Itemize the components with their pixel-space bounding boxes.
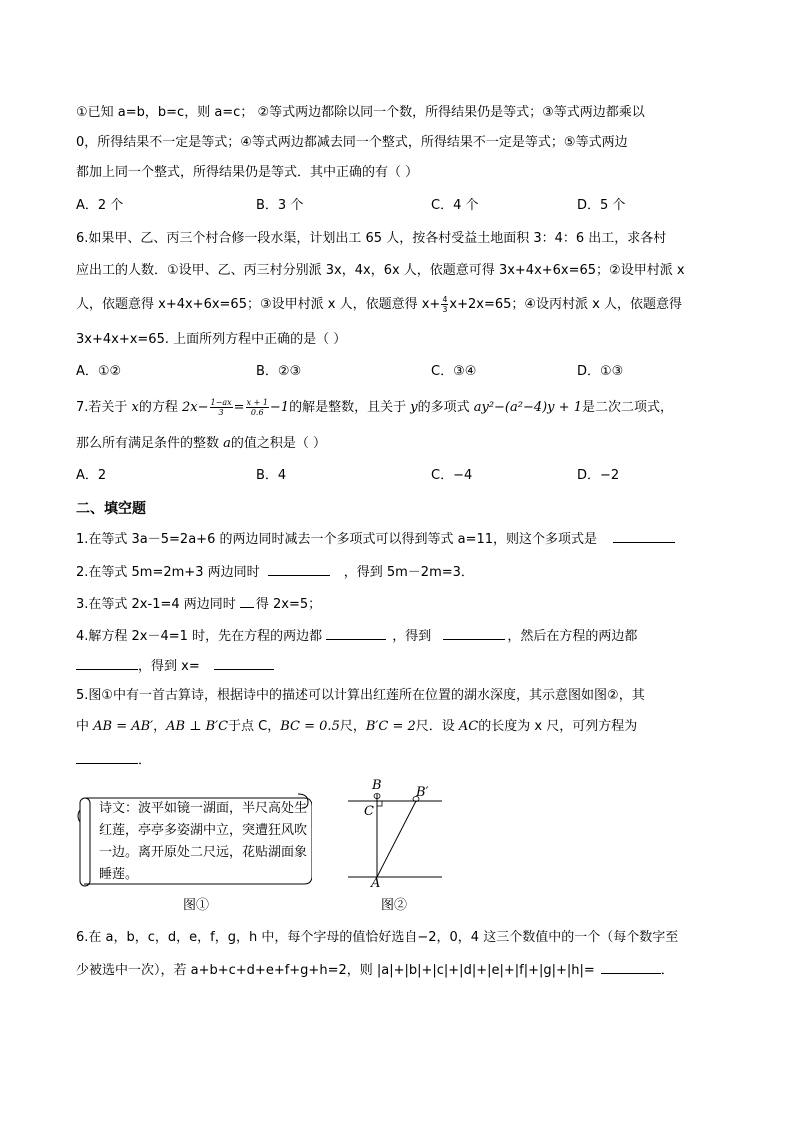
q6-line-3-text-a: 人，依题意得 x+4x+6x=65；③设甲村派 x 人，依题意得 x+ [76,297,441,312]
label-point-b: B [372,778,382,793]
q7-polynomial: ay²−(a²−4)y + 1 [473,400,582,415]
q7-fraction-1-numerator: 1−ax [210,398,232,407]
fill-item-5-line-1: 5.图①中有一首古算诗，根据诗中的描述可以计算出红莲所在位置的湖水深度，其示意图如图②，其 [76,688,645,703]
q7-eq-left: 2x− [182,400,209,415]
q5-option-c: C．4 个 [431,198,479,213]
fill-item-4-blank-4[interactable] [214,655,274,670]
label-point-c: C [364,804,374,819]
fill-item-5-math-1: AB = AB′ [93,719,154,734]
fill-item-3-blank[interactable] [240,593,254,608]
q7-eq-mid: = [233,400,245,415]
q5-statement-line-2: 0，所得结果不一定是等式；④等式两边都减去同一个整式，所得结果不一定是等式；⑤等式两边 [76,135,628,150]
fill-item-1-text: 1.在等式 3a－5=2a+6 的两边同时减去一个多项式可以得到等式 a=11，则这个多项式是 [76,532,598,547]
q6-fraction [441,295,448,314]
q6-line-1: 6.如果甲、乙、丙三个村合修一段水渠，计划出工 65 人，按各村受益土地面积 3：4：6 出工，求各村 [76,231,667,246]
q7-line-1 [76,398,673,418]
figure-2-caption: 图② [381,898,408,913]
q6-fraction-denominator: 3 [442,305,448,314]
fill-item-5-text-4: 尺， [339,719,366,734]
fill-item-3-text-a: 3.在等式 2x-1=4 两边同时 [76,597,236,612]
fill-item-2 [76,561,474,583]
q7-fraction-2-numerator: x + 1 [246,398,268,407]
q7-var-a: a [223,436,231,451]
q5-statement-line-1: ①已知 a=b，b=c，则 a=c； ②等式两边都除以同一个数，所得结果仍是等式；③等式两边都乘以 [76,105,645,120]
fill-item-5-math-5: AC [458,719,479,734]
q7-text-mid3: 的多项式 [417,400,474,415]
q6-line-3 [76,295,682,315]
fill-item-6-blank[interactable] [601,959,661,974]
fill-item-6-text-end: ． [660,963,674,978]
fill-item-5-math-3: BC = 0.5 [280,719,340,734]
fill-item-5-text-6: 的长度为 x 尺，可列方程为 [478,719,638,734]
q7-fraction-2-denominator: 0.6 [250,408,264,417]
q6-line-3-text-b: x+2x=65；④设丙村派 x 人，依题意得 [449,297,683,312]
q6-line-2: 应出工的人数．①设甲、乙、丙三村分别派 3x，4x，6x 人，依题意可得 3x+4x+6x=65；②设甲村派 x [76,263,685,278]
fill-item-6-line-1: 6.在 a，b，c，d，e，f，g，h 中，每个字母的值恰好选自−2，0，4 这三个数值中的一个（每个数字至 [76,930,679,945]
fill-item-4-blank-2[interactable] [443,625,505,640]
fill-item-5-math-2: AB ⊥ B′C [166,719,229,734]
section-title-fill-in: 二、填空题 [76,501,146,517]
fill-item-6-line-2 [76,959,674,981]
q7-line-2-text-b: 的值之积是（ ） [230,436,327,451]
q6-option-a: A．①② [76,364,122,379]
fill-item-4-blank-1[interactable] [326,625,386,640]
q7-text-mid2: 的解是整数，且关于 [289,400,411,415]
q7-text-post: 是二次二项式， [581,400,673,415]
q5-option-a: A．2 个 [76,198,124,213]
fill-item-2-blank[interactable] [268,561,330,576]
fill-item-4-text-b: ，得到 [392,629,432,644]
fill-item-5-text-2: ， [153,719,167,734]
q7-option-a: A．2 [76,468,107,483]
lotus-geometry-figure [340,780,450,895]
q7-fraction-1 [210,398,233,417]
poem-text: 诗文：波平如镜一湖面，半尺高处生红莲，亭亭多姿湖中立，突遭狂风吹一边。离开原处二尺远，花贴湖面象睡莲。 [99,801,308,882]
fill-item-4-text-a: 4.解方程 2x－4=1 时，先在方程的两边都 [76,629,323,644]
fill-item-5-blank[interactable] [76,749,138,764]
q7-fraction-2 [246,398,269,417]
fill-item-3 [76,593,321,615]
q7-var-x: x [131,400,139,415]
q6-option-d: D．①③ [577,364,624,379]
figure-1-caption: 图① [183,898,210,913]
fill-item-3-text-b: 得 2x=5； [255,597,322,612]
fill-item-5-text-5: 尺．设 [415,719,459,734]
label-point-b-prime: B′ [416,785,429,800]
q7-option-d: D．−2 [577,468,620,483]
fill-item-5-text-end: ． [138,753,152,768]
q7-eq-right: −1 [269,400,290,415]
fill-item-4-line-1 [76,625,637,647]
q7-fraction-1-denominator: 3 [218,408,224,417]
label-point-a: A [371,876,381,891]
fill-item-1 [76,528,675,550]
q6-option-b: B．②③ [256,364,302,379]
q7-text-mid1: 的方程 [138,400,183,415]
fill-item-4-text-d: ，得到 x= [138,659,200,674]
fill-item-4-blank-3[interactable] [76,655,138,670]
q5-option-d: D．5 个 [577,198,626,213]
fill-item-5-line-2 [76,717,637,737]
fill-item-2-text-b: ，得到 5m－2m=3． [343,565,474,580]
fill-item-2-text-a: 2.在等式 5m=2m+3 两边同时 [76,565,260,580]
q6-option-c: C．③④ [431,364,477,379]
q7-line-2-text-a: 那么所有满足条件的整数 [76,436,224,451]
q7-var-y: y [410,400,418,415]
fill-item-4-text-c: ，然后在方程的两边都 [507,629,638,644]
fill-item-5-text-3: 于点 C， [228,719,281,734]
q6-fraction-numerator: 4 [442,295,448,304]
q7-option-b: B．4 [256,468,287,483]
fill-item-6-text: 少被选中一次），若 a+b+c+d+e+f+g+h=2，则 |a|+|b|+|c|+|d|+|e|+|f|+|g|+|h|= [76,963,595,978]
fill-item-5-math-4: B′C = 2 [365,719,416,734]
fill-item-1-blank[interactable] [613,528,675,543]
q7-text-pre: 7.若关于 [76,400,132,415]
q6-line-4: 3x+4x+x=65. 上面所列方程中正确的是（ ） [76,332,347,347]
q7-line-2 [76,434,326,454]
q5-option-b: B．3 个 [256,198,304,213]
fill-item-5-text-1: 中 [76,719,94,734]
q7-option-c: C．−4 [431,468,473,483]
fill-item-4-line-2 [76,655,274,677]
q5-statement-line-3: 都加上同一个整式，所得结果仍是等式．其中正确的有（ ） [76,165,419,180]
fill-item-5-line-3 [76,749,151,771]
